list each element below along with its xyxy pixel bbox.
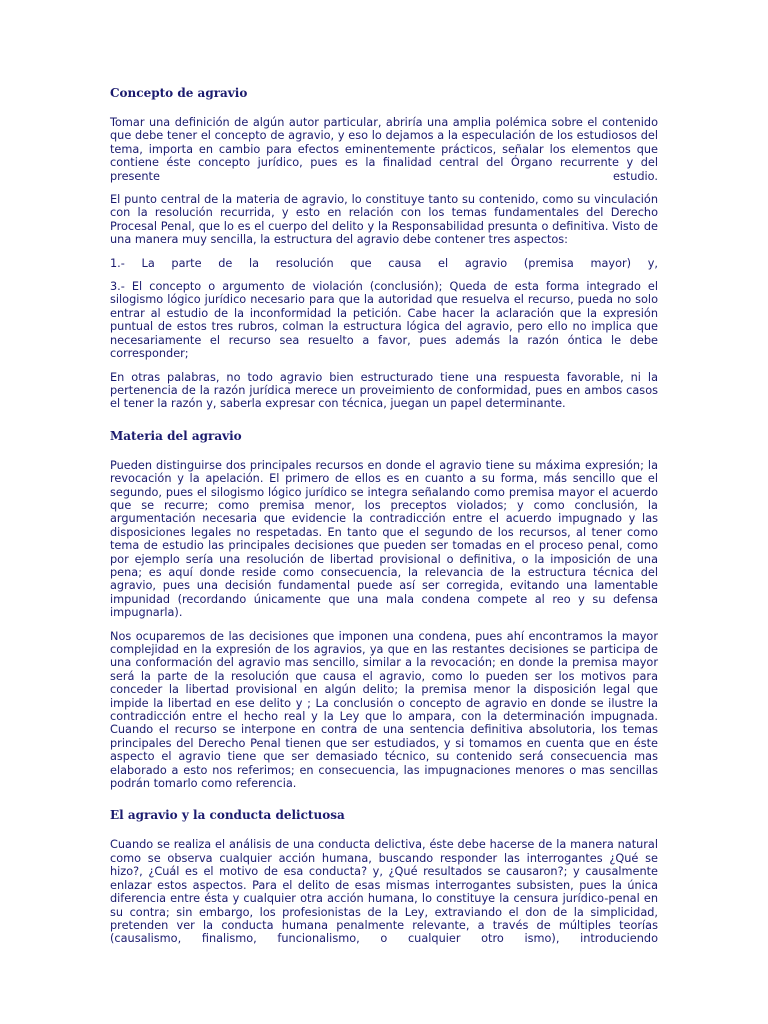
- paragraph: 3.- El concepto o argumento de violación (conclusión); Queda de esta forma integrado el silogismo lógico jurídico necesario para que la autoridad que resuelva el recurso, pueda no solo entrar al estudio de la inconformidad la petición. Cabe hacer la aclaración que la expresión puntual de estos tres rubros, colman la estructura lógica del agravio, pero ello no implica que necesariamente el recurso sea resuelto a favor, pues además la razón óntica le debe corresponder;: [110, 280, 658, 361]
- paragraph: Nos ocuparemos de las decisiones que imponen una condena, pues ahí encontramos la mayor complejidad en la expresión de los agravios, ya que en las restantes decisiones se participa de una conformación del agravio mas sencillo, similar a la revocación; en donde la premisa mayor será la parte de la resolución que causa el agravio, como lo pueden ser los motivos para conceder la libertad provisional en algún delito; la premisa menor la disposición legal que impide la libertad en ese delito y ; La conclusión o concepto de agravio en donde se ilustre la contradicción entre el hecho real y la Ley que lo ampara, con la determinación impugnada. Cuando el recurso se interpone en contra de una sentencia definitiva absolutoria, los temas principales del Derecho Penal tienen que ser estudiados, y si tomamos en cuenta que en éste aspecto el agravio tiene que ser demasiado técnico, su contenido será consecuencia mas elaborado a esto nos referimos; en consecuencia, las impugnaciones menores o mas sencillas podrán tomarlo como referencia.: [110, 629, 658, 791]
- section-materia-del-agravio: [110, 429, 658, 791]
- paragraph: Cuando se realiza el análisis de una conducta delictiva, éste debe hacerse de la manera natural como se observa cualquier acción humana, buscando responder las interrogantes ¿Qué se hizo?, ¿Cuál es el motivo de esa conducta? y, ¿Qué resultados se causaron?; y causalmente enlazar estos aspectos. Para el delito de esas mismas interrogantes subsisten, pues la única diferencia entre ésta y cualquier otra acción humana, lo constituye la censura jurídico-penal en su contra; sin embargo, los profesionistas de la Ley, extraviando el don de la simplicidad, pretenden ver la conducta humana penalmente relevante, a través de múltiples teorías (causalismo, finalismo, funcionalismo, o cualquier otro ismo), introduciendo: [110, 838, 658, 946]
- document-page: [110, 86, 658, 964]
- paragraph: En otras palabras, no todo agravio bien estructurado tiene una respuesta favorable, ni la pertenencia de la razón jurídica merece un proveimiento de conformidad, pues en ambos casos el tener la razón y, saberla expresar con técnica, juegan un papel determinante.: [110, 370, 658, 411]
- paragraph: 1.- La parte de la resolución que causa el agravio (premisa mayor) y,: [110, 256, 658, 270]
- paragraph: Pueden distinguirse dos principales recursos en donde el agravio tiene su máxima expresión; la revocación y la apelación. El primero de ellos es en cuanto a su forma, más sencillo que el segundo, pues el silogismo lógico jurídico se integra señalando como premisa mayor el acuerdo que se recurre; como premisa menor, los preceptos violados; y como conclusión, la argumentación necesaria que evidencie la contradicción entre el acuerdo impugnado y las disposiciones legales no respetadas. En tanto que el segundo de los recursos, al tener como tema de estudio las principales decisiones que pueden ser tomadas en el proceso penal, como por ejemplo sería una resolución de libertad provisional o definitiva, o la imposición de una pena; es aquí donde reside como consecuencia, la relevancia de la estructura técnica del agravio, pues una decisión fundamental puede así ser corregida, evitando una lamentable impunidad (recordando únicamente que una mala condena compete al reo y su defensa impugnarla).: [110, 458, 658, 620]
- paragraph: El punto central de la materia de agravio, lo constituye tanto su contenido, como su vinculación con la resolución recurrida, y esto en relación con los temas fundamentales del Derecho Procesal Penal, que lo es el cuerpo del delito y la Responsabilidad presunta o definitiva. Visto de una manera muy sencilla, la estructura del agravio debe contener tres aspectos:: [110, 193, 658, 247]
- section-heading: Materia del agravio: [110, 428, 242, 443]
- section-heading: El agravio y la conducta delictuosa: [110, 808, 345, 823]
- paragraph: Tomar una definición de algún autor particular, abriría una amplia polémica sobre el contenido que debe tener el concepto de agravio, y eso lo dejamos a la especulación de los estudiosos del tema, importa en cambio para efectos eminentemente prácticos, señalar los elementos que contiene éste concepto jurídico, pues es la finalidad central del Órgano recurrente y del presente estudio.: [110, 116, 658, 183]
- section-concepto-de-agravio: [110, 86, 658, 411]
- section-agravio-y-conducta-delictuosa: [110, 808, 658, 945]
- section-heading: Concepto de agravio: [110, 86, 248, 100]
